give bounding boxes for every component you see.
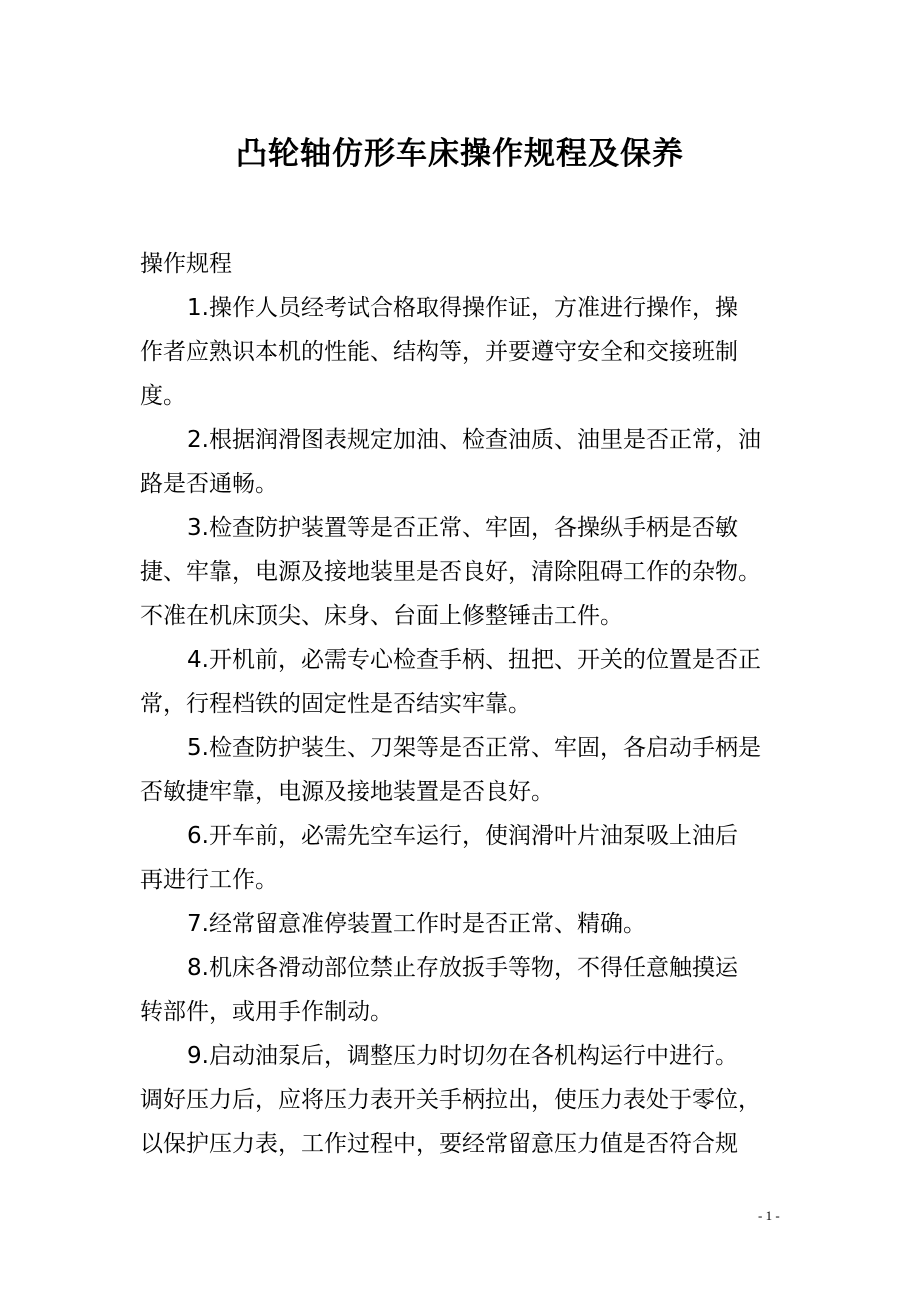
paragraph-line: 3.检查防护装置等是否正常、牢固，各操纵手柄是否敏 <box>187 515 738 541</box>
page-number: - 1 - <box>758 1208 780 1223</box>
paragraph-3 <box>140 506 785 638</box>
paragraph-8 <box>140 946 785 1034</box>
paragraph-line: 6.开车前，必需先空车运行，使润滑叶片油泵吸上油后 <box>187 823 738 849</box>
paragraph-line: 5.检查防护装生、刀架等是否正常、牢固，各启动手柄是 <box>187 735 761 761</box>
paragraph-line: 4.开机前，必需专心检查手柄、扭把、开关的位置是否正 <box>187 647 761 673</box>
paragraph-line: 9.启动油泵后，调整压力时切勿在各机构运行中进行。 <box>187 1043 738 1069</box>
paragraph-line: 路是否通畅。 <box>140 471 278 497</box>
paragraph-line: 常，行程档铁的固定性是否结实牢靠。 <box>140 691 531 717</box>
paragraph-1 <box>140 286 785 418</box>
paragraph-4 <box>140 638 785 726</box>
paragraph-6 <box>140 814 785 902</box>
paragraph-line: 1.操作人员经考试合格取得操作证，方准进行操作，操 <box>187 295 738 321</box>
paragraph-list <box>140 286 785 1166</box>
paragraph-9 <box>140 1034 785 1166</box>
paragraph-line: 调好压力后，应将压力表开关手柄拉出，使压力表处于零位， <box>140 1087 761 1113</box>
paragraph-line: 转部件，或用手作制动。 <box>140 999 393 1025</box>
paragraph-line: 再进行工作。 <box>140 867 278 893</box>
section-heading: 操作规程 <box>140 251 232 277</box>
paragraph-line: 不准在机床顶尖、床身、台面上修整锤击工件。 <box>140 603 623 629</box>
paragraph-line: 作者应熟识本机的性能、结构等，并要遵守安全和交接班制 <box>140 339 738 365</box>
document-body <box>140 242 785 1166</box>
paragraph-line: 否敏捷牢靠，电源及接地装置是否良好。 <box>140 779 554 805</box>
paragraph-line: 2.根据润滑图表规定加油、检查油质、油里是否正常，油 <box>187 427 761 453</box>
paragraph-line: 8.机床各滑动部位禁止存放扳手等物，不得任意触摸运 <box>187 955 738 981</box>
document-title: 凸轮轴仿形车床操作规程及保养 <box>236 136 684 172</box>
paragraph-line: 7.经常留意准停装置工作时是否正常、精确。 <box>187 911 646 937</box>
paragraph-7 <box>140 902 785 946</box>
paragraph-2 <box>140 418 785 506</box>
paragraph-line: 以保护压力表，工作过程中，要经常留意压力值是否符合规 <box>140 1131 738 1157</box>
paragraph-line: 度。 <box>140 383 186 409</box>
paragraph-line: 捷、牢靠，电源及接地装里是否良好，清除阻碍工作的杂物。 <box>140 559 761 585</box>
paragraph-5 <box>140 726 785 814</box>
